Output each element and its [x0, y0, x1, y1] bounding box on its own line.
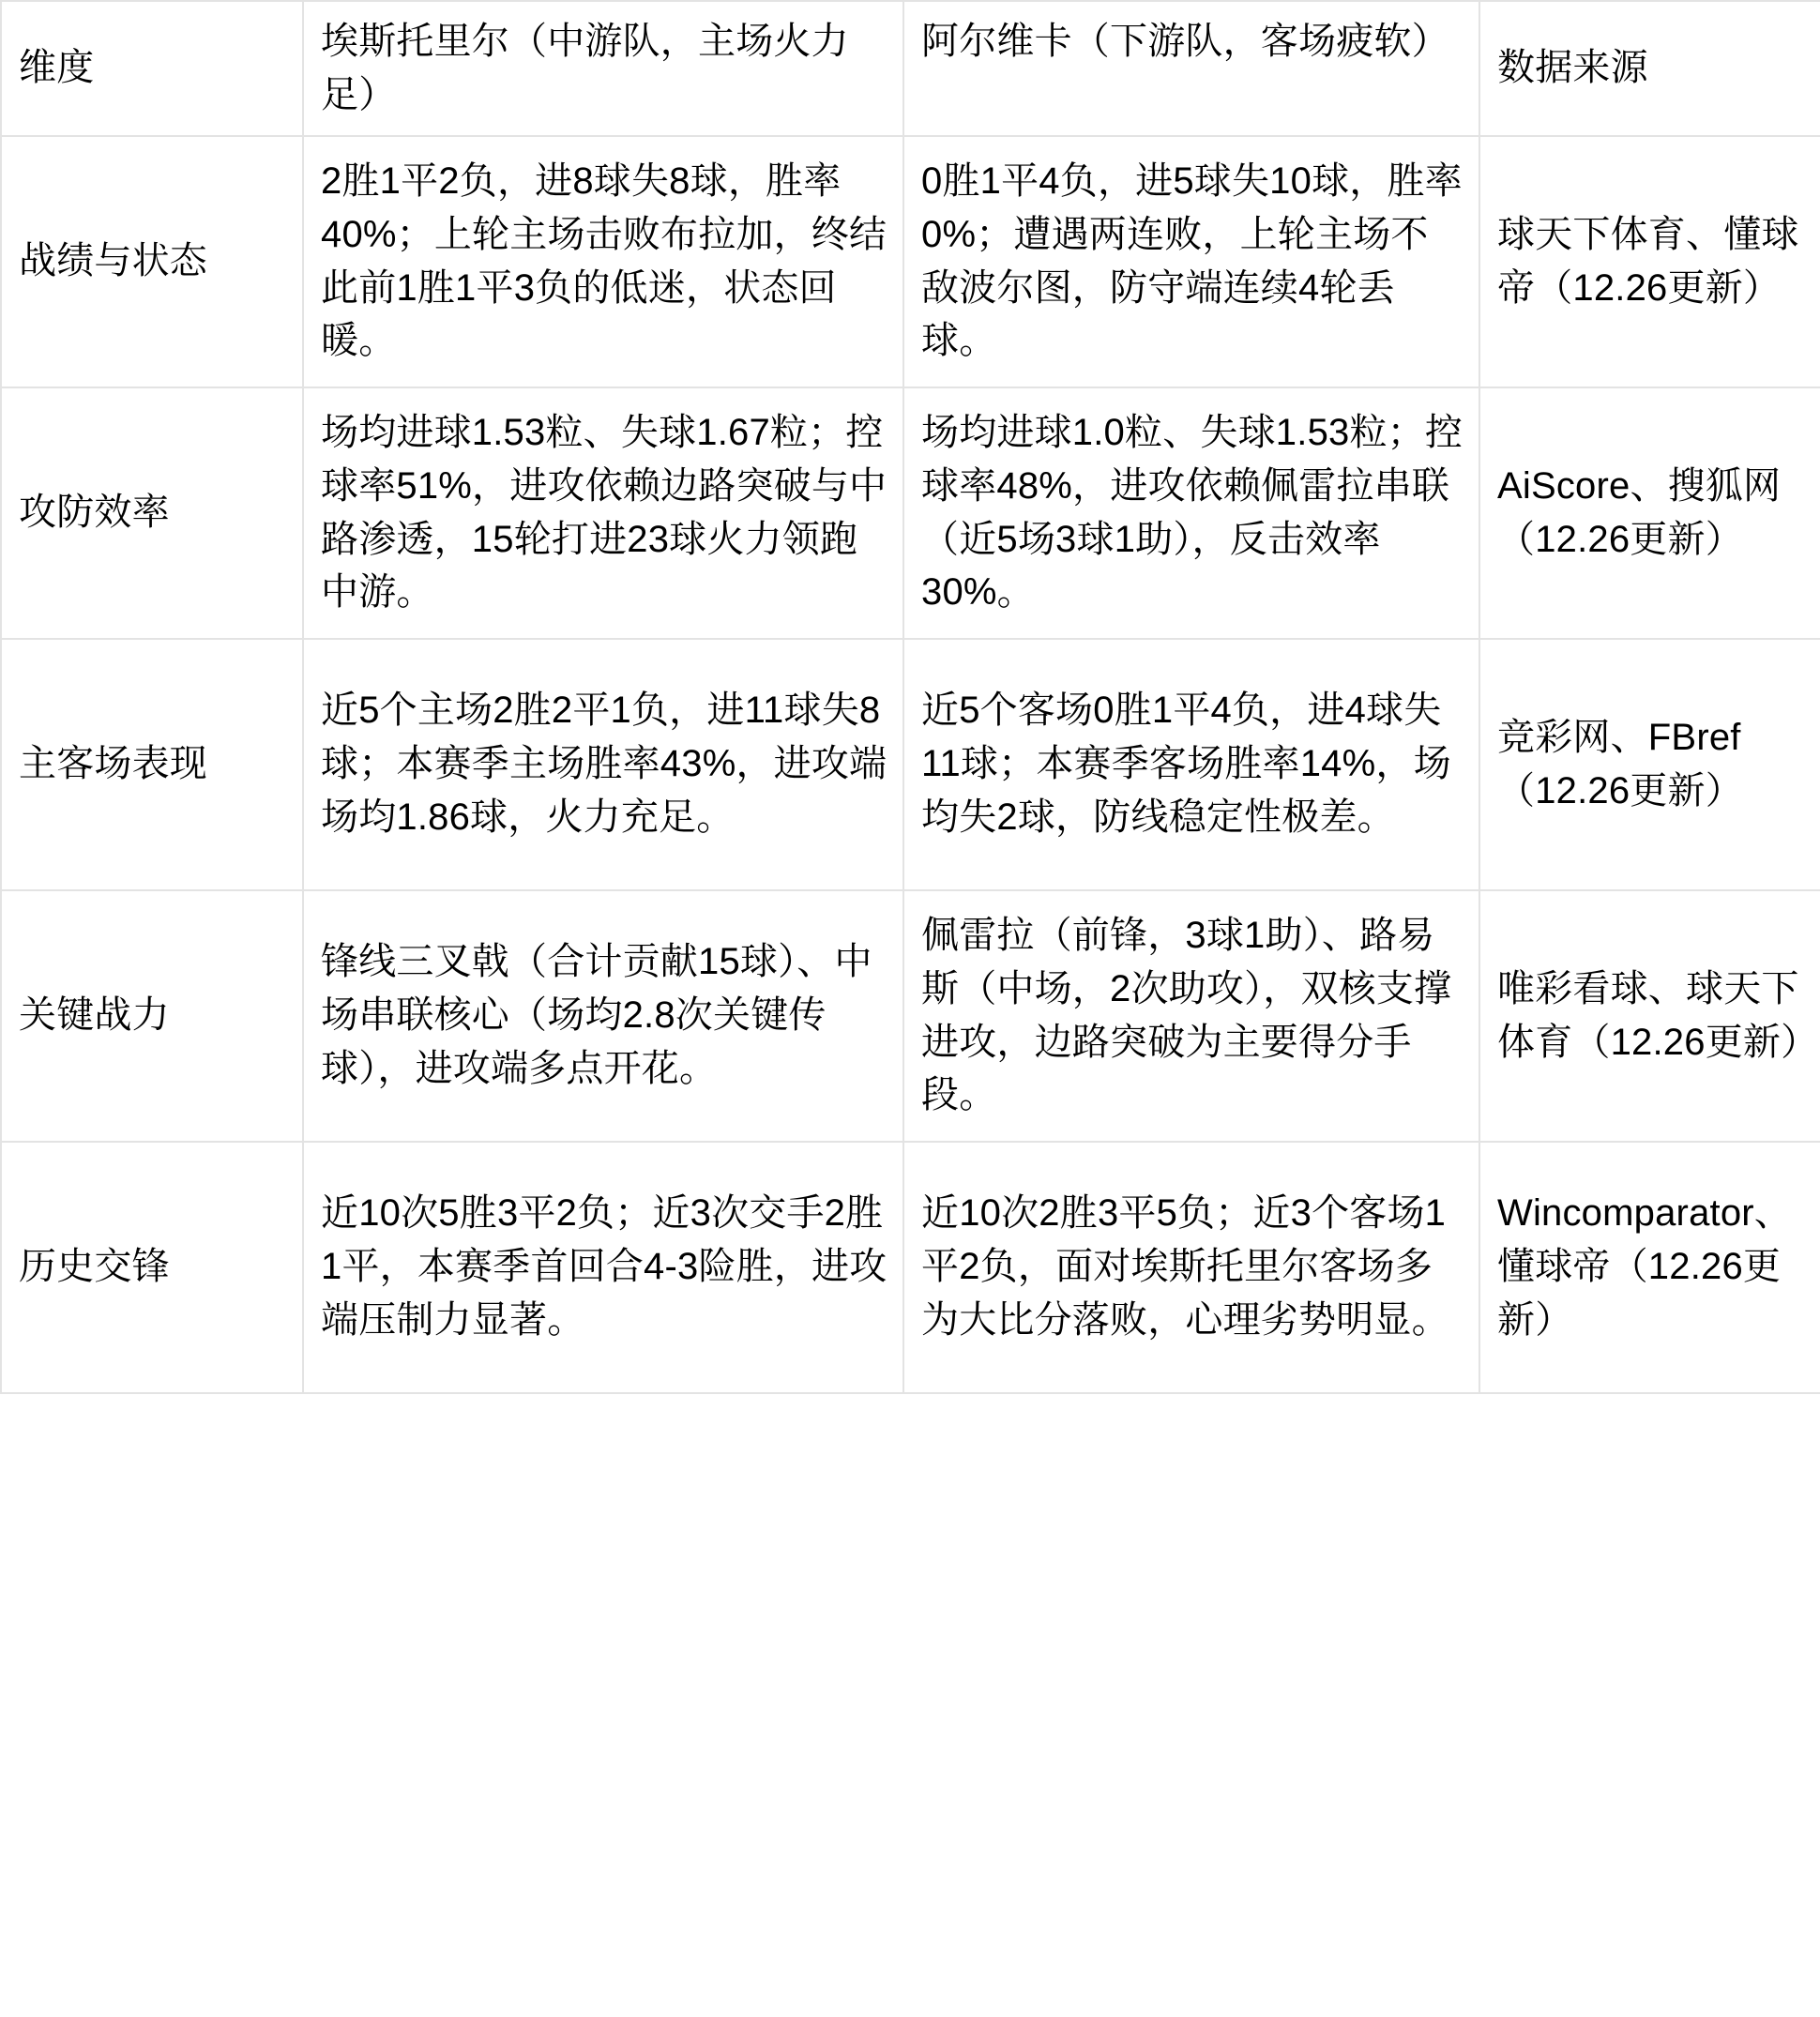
row-home-value: 锋线三叉戟（合计贡献15球）、中场串联核心（场均2.8次关键传球），进攻端多点开花。: [303, 890, 903, 1142]
column-header-source: 数据来源: [1479, 1, 1820, 136]
row-away-value: 0胜1平4负，进5球失10球，胜率0%；遭遇两连败，上轮主场不敌波尔图，防守端连续4轮丢球。: [903, 136, 1479, 387]
table-row: [1, 387, 1820, 639]
row-home-value: 近5个主场2胜2平1负，进11球失8球；本赛季主场胜率43%，进攻端场均1.86球，火力充足。: [303, 639, 903, 890]
row-source-value: Wincomparator、懂球帝（12.26更新）: [1479, 1142, 1820, 1393]
row-away-value: 近5个客场0胜1平4负，进4球失11球；本赛季客场胜率14%，场均失2球，防线稳定性极差。: [903, 639, 1479, 890]
table-row: [1, 1142, 1820, 1393]
column-header-away-team: 阿尔维卡（下游队，客场疲软）: [903, 1, 1479, 136]
row-source-value: 唯彩看球、球天下体育（12.26更新）: [1479, 890, 1820, 1142]
table-row: [1, 136, 1820, 387]
row-away-value: 近10次2胜3平5负；近3个客场1平2负，面对埃斯托里尔客场多为大比分落败，心理劣势明显。: [903, 1142, 1479, 1393]
table-body: [1, 1, 1820, 1393]
row-dimension-label: 攻防效率: [1, 387, 303, 639]
column-header-dimension: 维度: [1, 1, 303, 136]
row-dimension-label: 主客场表现: [1, 639, 303, 890]
table-row: [1, 890, 1820, 1142]
row-home-value: 2胜1平2负，进8球失8球，胜率40%；上轮主场击败布拉加，终结此前1胜1平3负的低迷，状态回暖。: [303, 136, 903, 387]
row-dimension-label: 战绩与状态: [1, 136, 303, 387]
column-header-home-team: 埃斯托里尔（中游队，主场火力足）: [303, 1, 903, 136]
row-dimension-label: 历史交锋: [1, 1142, 303, 1393]
row-source-value: AiScore、搜狐网（12.26更新）: [1479, 387, 1820, 639]
row-away-value: 场均进球1.0粒、失球1.53粒；控球率48%，进攻依赖佩雷拉串联（近5场3球1助），反击效率30%。: [903, 387, 1479, 639]
row-source-value: 球天下体育、懂球帝（12.26更新）: [1479, 136, 1820, 387]
row-away-value: 佩雷拉（前锋，3球1助）、路易斯（中场，2次助攻），双核支撑进攻，边路突破为主要得分手段。: [903, 890, 1479, 1142]
row-home-value: 近10次5胜3平2负；近3次交手2胜1平，本赛季首回合4-3险胜，进攻端压制力显著。: [303, 1142, 903, 1393]
table-row: [1, 639, 1820, 890]
row-home-value: 场均进球1.53粒、失球1.67粒；控球率51%，进攻依赖边路突破与中路渗透，15轮打进23球火力领跑中游。: [303, 387, 903, 639]
row-dimension-label: 关键战力: [1, 890, 303, 1142]
row-source-value: 竞彩网、FBref（12.26更新）: [1479, 639, 1820, 890]
table-header-row: [1, 1, 1820, 136]
